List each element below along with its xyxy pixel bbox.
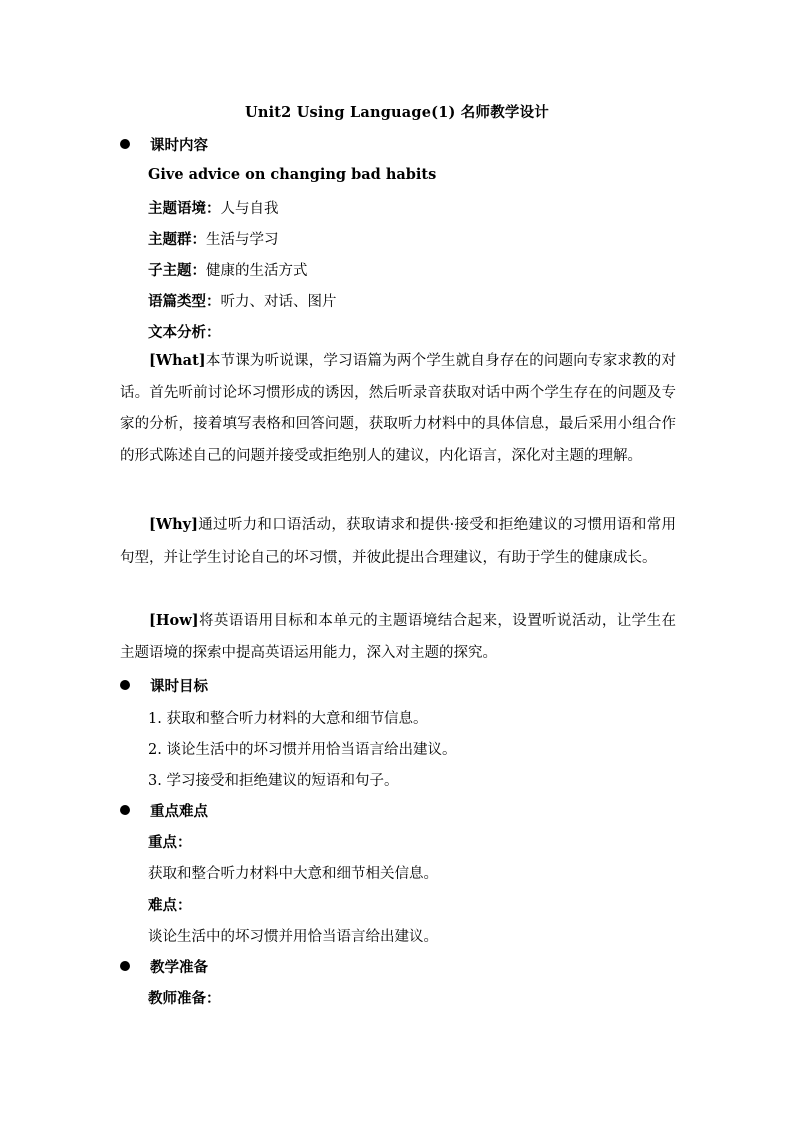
- how-tag: [How]: [149, 612, 199, 629]
- bullet-icon: [120, 680, 130, 690]
- bullet-icon: [120, 805, 130, 815]
- objective-item: 3. 学习接受和拒绝建议的短语和句子。: [148, 773, 399, 789]
- text-type-value: 听力、对话、图片: [220, 294, 337, 310]
- key-label: 重点：: [148, 834, 192, 851]
- section-heading-content: 课时内容: [150, 137, 208, 154]
- subtheme-label: 子主题：: [148, 262, 206, 279]
- objective-item: 1. 获取和整合听力材料的大意和细节信息。: [148, 711, 428, 727]
- section-heading-key-points: 重点难点: [150, 803, 208, 820]
- section-heading-preparation: 教学准备: [150, 959, 208, 976]
- analysis-label: 文本分析：: [148, 324, 221, 341]
- objective-item: 2. 谈论生活中的坏习惯并用恰当语言给出建议。: [148, 742, 457, 758]
- how-text: 将英语语用目标和本单元的主题语境结合起来，设置听说活动，让学生在主题语境的探索中提高英语运用能力，深入对主题的探究。: [120, 613, 676, 661]
- theme-context-value: 人与自我: [220, 201, 279, 217]
- theme-context-row: [148, 197, 279, 218]
- bullet-icon: [120, 139, 130, 149]
- section-heading-objectives: 课时目标: [150, 678, 208, 695]
- subtheme-row: [148, 259, 308, 280]
- key-text: 获取和整合听力材料中大意和细节相关信息。: [148, 866, 438, 882]
- text-type-row: [148, 290, 337, 311]
- theme-group-row: [148, 228, 279, 249]
- subtheme-value: 健康的生活方式: [206, 263, 308, 279]
- how-paragraph: [120, 605, 676, 669]
- why-tag: [Why]: [149, 516, 198, 533]
- theme-context-label: 主题语境：: [148, 200, 221, 217]
- difficult-label: 难点：: [148, 897, 192, 914]
- what-text: 本节课为听说课，学习语篇为两个学生就自身存在的问题向专家求教的对话。首先听前讨论坏习惯形成的诱因，然后听录音获取对话中两个学生存在的问题及专家的分析，接着填写表格和回答问题，获取听力材料中的具体信息，最后采用小组合作的形式陈述自己的问题并接受或拒绝别人的建议，内化语言，深化对主题的理解。: [120, 353, 676, 464]
- why-text: 通过听力和口语活动，获取请求和提供·接受和拒绝建议的习惯用语和常用句型，并让学生讨论自己的坏习惯，并彼此提出合理建议，有助于学生的健康成长。: [120, 517, 676, 566]
- document-title: Unit2 Using Language(1) 名师教学设计: [244, 104, 549, 121]
- text-type-label: 语篇类型：: [148, 293, 221, 310]
- why-paragraph: [120, 508, 676, 575]
- what-tag: [What]: [149, 352, 206, 369]
- theme-group-label: 主题群：: [148, 231, 206, 248]
- teacher-preparation-label: 教师准备：: [148, 990, 221, 1007]
- difficult-text: 谈论生活中的坏习惯并用恰当语言给出建议。: [148, 929, 438, 945]
- bullet-icon: [120, 961, 130, 971]
- what-paragraph: [120, 345, 676, 472]
- theme-group-value: 生活与学习: [206, 232, 279, 248]
- topic-english: Give advice on changing bad habits: [148, 166, 437, 183]
